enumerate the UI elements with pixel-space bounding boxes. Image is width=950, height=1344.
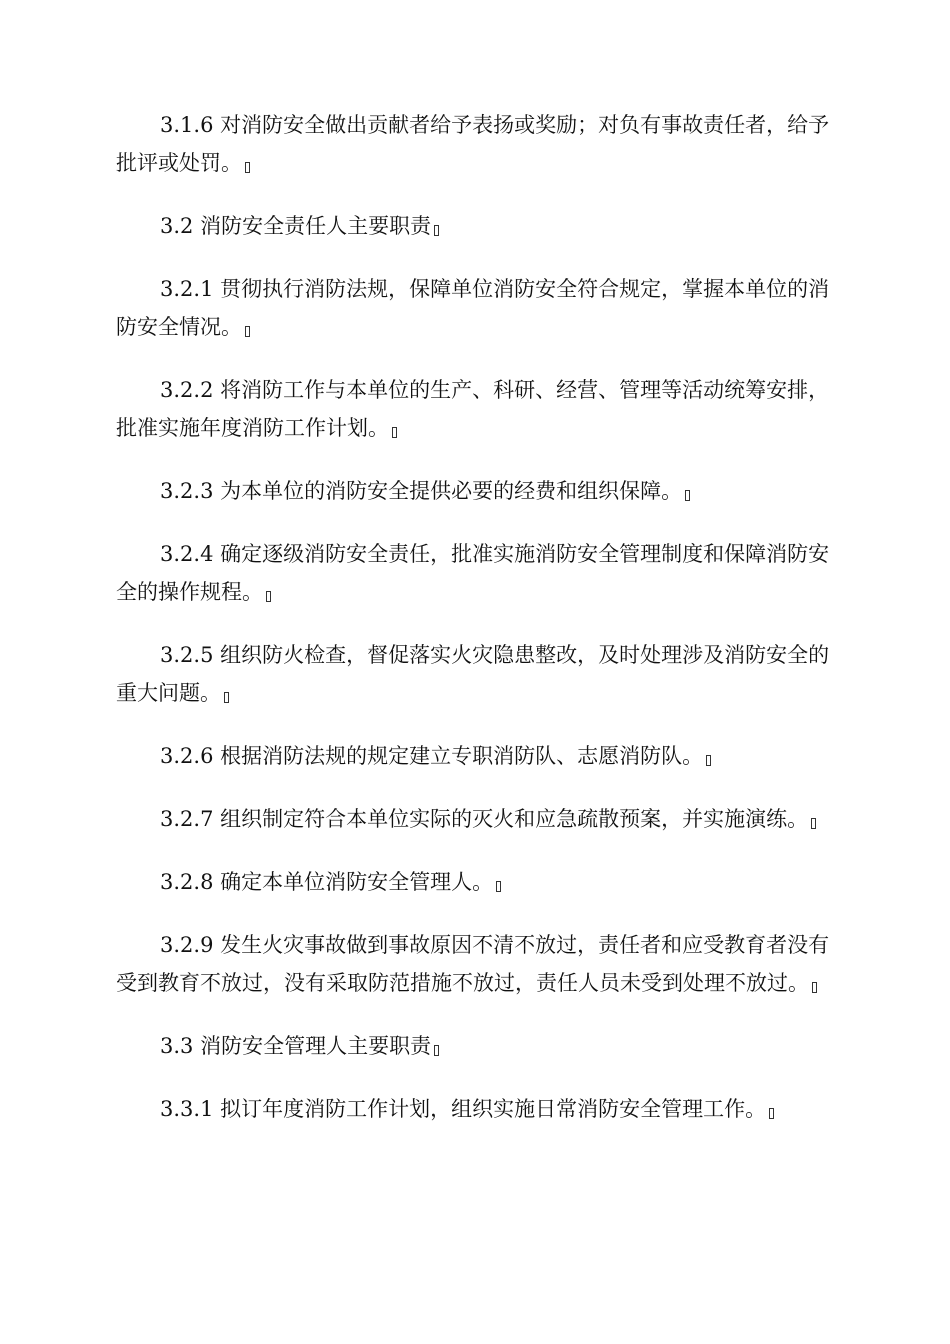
paragraph-mark-icon [685,490,690,501]
paragraph-3-2-4 [116,535,836,611]
paragraph-mark-icon [434,1045,439,1056]
paragraph-3-2-2 [116,371,836,447]
paragraph-3-3-1 [116,1090,836,1128]
paragraph-mark-icon [769,1108,774,1119]
paragraph-3-1-6 [116,106,836,182]
paragraph-mark-icon [434,225,439,236]
paragraph-text: 3.2.1 贯彻执行消防法规，保障单位消防安全符合规定，掌握本单位的消防安全情况。 [116,277,830,339]
paragraph-3-2-5 [116,636,836,712]
paragraph-3-2-8 [116,863,836,901]
paragraph-text: 3.2.6 根据消防法规的规定建立专职消防队、志愿消防队。 [160,744,704,768]
paragraph-mark-icon [266,591,271,602]
paragraph-mark-icon [245,162,250,173]
paragraph-text: 3.2.8 确定本单位消防安全管理人。 [160,870,494,894]
document-body [116,106,836,1153]
paragraph-text: 3.2.4 确定逐级消防安全责任，批准实施消防安全管理制度和保障消防安全的操作规程。 [116,542,830,604]
paragraph-text: 3.1.6 对消防安全做出贡献者给予表扬或奖励；对负有事故责任者，给予批评或处罚。 [116,113,830,175]
paragraph-mark-icon [224,692,229,703]
heading-3-3 [116,1027,836,1065]
paragraph-text: 3.3 消防安全管理人主要职责 [160,1034,432,1058]
paragraph-3-2-1 [116,270,836,346]
paragraph-mark-icon [496,881,501,892]
paragraph-text: 3.2.7 组织制定符合本单位实际的灭火和应急疏散预案，并实施演练。 [160,807,809,831]
paragraph-3-2-9 [116,926,836,1002]
paragraph-text: 3.2 消防安全责任人主要职责 [160,214,432,238]
paragraph-mark-icon [706,755,711,766]
paragraph-3-2-7 [116,800,836,838]
paragraph-text: 3.2.9 发生火灾事故做到事故原因不清不放过，责任者和应受教育者没有受到教育不放过，没有采取防范措施不放过，责任人员未受到处理不放过。 [116,933,830,995]
paragraph-mark-icon [811,818,816,829]
paragraph-text: 3.3.1 拟订年度消防工作计划，组织实施日常消防安全管理工作。 [160,1097,767,1121]
paragraph-3-2-6 [116,737,836,775]
paragraph-text: 3.2.5 组织防火检查，督促落实火灾隐患整改，及时处理涉及消防安全的重大问题。 [116,643,830,705]
heading-3-2 [116,207,836,245]
paragraph-mark-icon [245,326,250,337]
paragraph-text: 3.2.2 将消防工作与本单位的生产、科研、经营、管理等活动统筹安排，批准实施年度消防工作计划。 [116,378,830,440]
paragraph-text: 3.2.3 为本单位的消防安全提供必要的经费和组织保障。 [160,479,683,503]
paragraph-3-2-3 [116,472,836,510]
paragraph-mark-icon [812,982,817,993]
paragraph-mark-icon [392,427,397,438]
